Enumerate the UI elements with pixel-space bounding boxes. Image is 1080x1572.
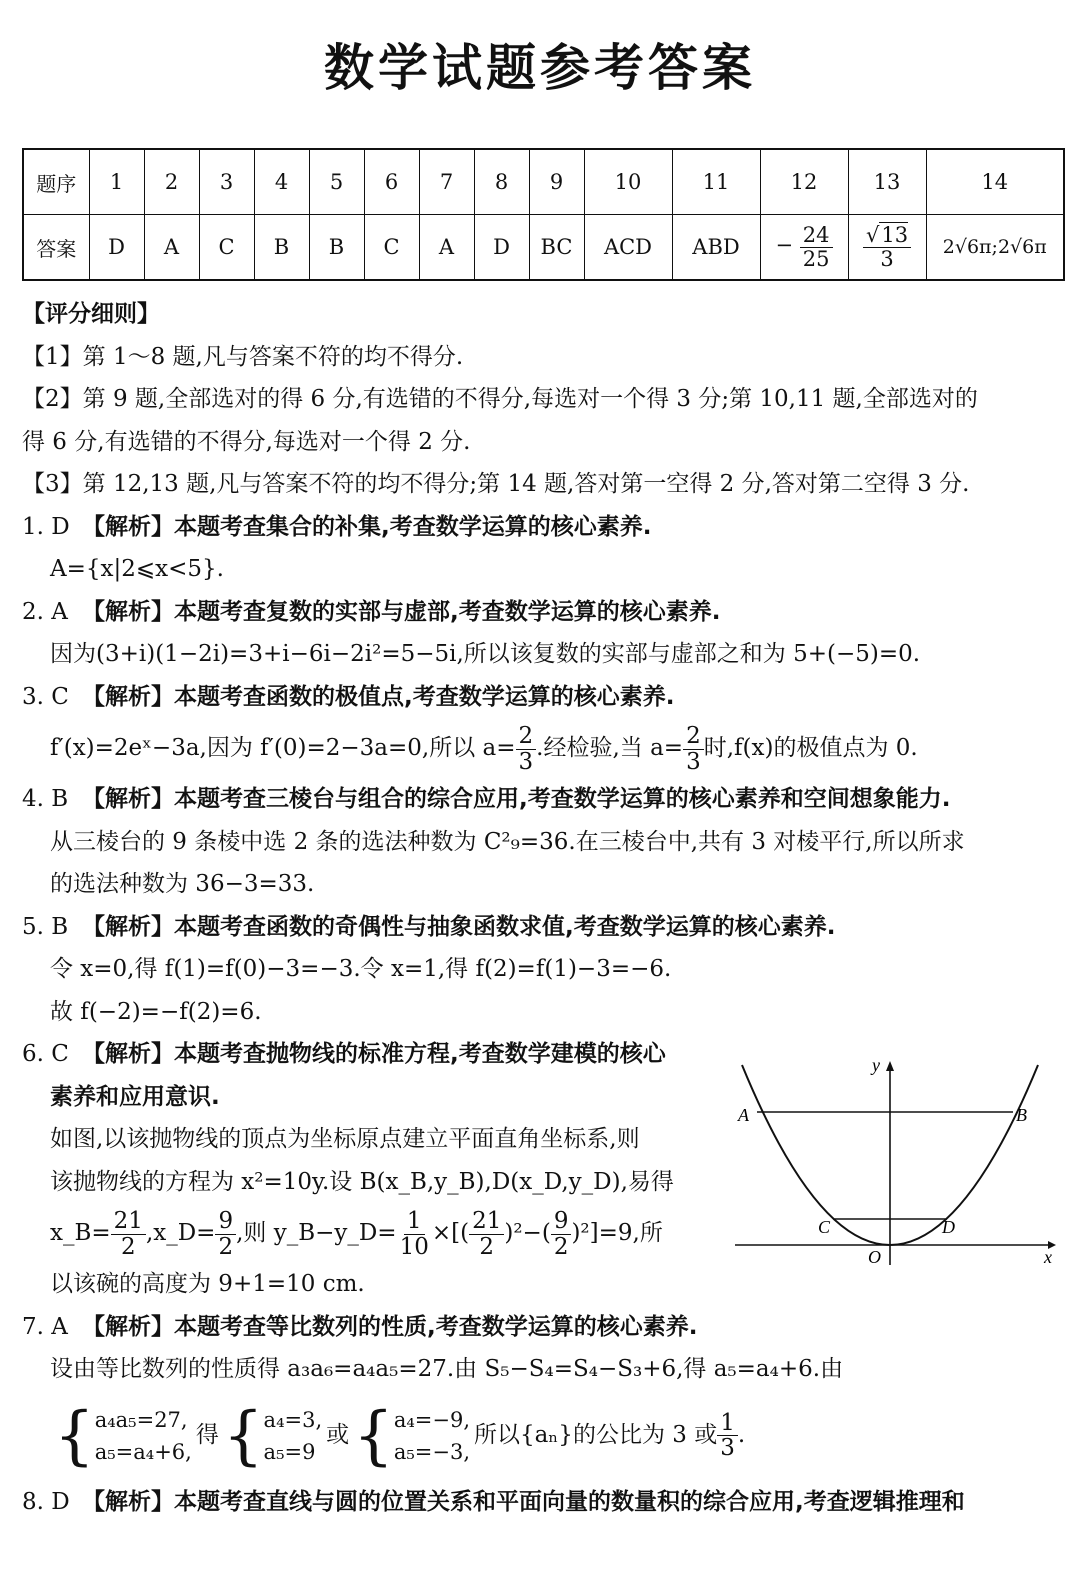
fraction [800, 224, 833, 269]
brace-icon: { [222, 1398, 264, 1473]
q7-equation-system: { a₄a₅=27, a₅=a₄+6, 得 { a₄=3, a₅=9 或 { a₄=−9, a₅=−3, 所以{aₙ}的公比为 3 或 $\frac{1}{3}$ . [54, 1398, 746, 1473]
question-label: 6. C [22, 1041, 69, 1067]
answer-cell-12 [760, 215, 848, 281]
fraction: $\frac{1}{10}$ [399, 1208, 429, 1260]
question-number: 4 [254, 149, 309, 215]
analysis-heading: 【解析】本题考查直线与圆的位置关系和平面向量的数量积的综合应用,考查逻辑推理和 [82, 1488, 965, 1515]
scoring-rule: 【1】第 1～8 题,凡与答案不符的均不得分. [22, 343, 464, 370]
q2-heading [22, 591, 1062, 634]
answer-cell: C [364, 215, 419, 281]
fraction: $\frac{2}{3}$ [683, 724, 704, 773]
answer-cell: C [199, 215, 254, 281]
fraction: $\frac{1}{3}$ [717, 1411, 738, 1460]
q4-line: 从三棱台的 9 条棱中选 2 条的选法种数为 C²₉=36.在三棱台中,共有 3 对棱平行,所以所求 [50, 828, 965, 855]
scoring-rule: 得 6 分,有选错的不得分,每选对一个得 2 分. [22, 428, 471, 455]
answer-cell: 2√6π;2√6π [926, 215, 1064, 281]
question-number: 7 [419, 149, 474, 215]
scoring-rule: 【3】第 12,13 题,凡与答案不符的均不得分;第 14 题,答对第一空得 2 分,答对第二空得 3 分. [22, 471, 970, 497]
q6-heading [22, 1033, 722, 1076]
question-label: 7. A [22, 1313, 68, 1340]
label-a: A [738, 1105, 749, 1125]
radicand: 13 [881, 223, 909, 248]
answer-cell: A [144, 215, 199, 281]
page-title: 数学试题参考答案 [324, 39, 756, 97]
label-y: y [872, 1055, 880, 1075]
answer-cell: ABD [672, 215, 760, 281]
fraction-denominator: 25 [802, 246, 830, 271]
analysis-heading: 【解析】本题考查函数的极值点,考查数学运算的核心素养. [82, 683, 675, 710]
q6-line: 以该碗的高度为 9+1=10 cm. [50, 1271, 365, 1297]
question-label: 4. B [22, 786, 69, 812]
minus-sign: − [775, 233, 794, 258]
q8-heading [22, 1481, 1062, 1524]
label-o: O [868, 1247, 881, 1267]
question-number: 12 [760, 149, 848, 215]
fraction-denominator: 3 [880, 246, 894, 271]
question-label: 8. D [22, 1488, 70, 1515]
brace-icon: { [353, 1398, 394, 1473]
q5-heading [22, 906, 1062, 949]
label-b: B [1016, 1105, 1027, 1125]
q6-heading-cont: 素养和应用意识. [50, 1083, 220, 1110]
brace-icon: { [54, 1398, 95, 1473]
question-number: 1 [89, 149, 144, 215]
question-number: 3 [199, 149, 254, 215]
q2-line: 因为(3+i)(1−2i)=3+i−6i−2i²=5−5i,所以该复数的实部与虚部之和为 5+(−5)=0. [50, 641, 921, 667]
q5-line: 故 f(−2)=−f(2)=6. [50, 998, 262, 1025]
answer-cell: B [254, 215, 309, 281]
question-number: 10 [584, 149, 672, 215]
scoring-rule: 【2】第 9 题,全部选对的得 6 分,有选错的不得分,每选对一个得 3 分;第 10,11 题,全部选对的 [22, 386, 978, 412]
fraction: $\frac{9}{2}$ [215, 1209, 236, 1258]
analysis-heading: 【解析】本题考查复数的实部与虚部,考查数学运算的核心素养. [82, 598, 721, 625]
solution-body [22, 293, 1062, 1523]
answer-cell: B [309, 215, 364, 281]
question-label: 3. C [22, 683, 69, 710]
question-number: 9 [529, 149, 584, 215]
fraction: $\frac{21}{2}$ [111, 1209, 146, 1258]
q4-line: 的选法种数为 36−3=33. [50, 871, 315, 897]
row-header-question: 题序 [23, 149, 89, 215]
question-number: 8 [474, 149, 529, 215]
fraction: $\frac{√13}{3}$ [863, 224, 911, 269]
q5-line: 令 x=0,得 f(1)=f(0)−3=−3.令 x=1,得 f(2)=f(1)−3=−6. [50, 956, 672, 982]
fraction-numerator: 24 [800, 224, 833, 247]
fraction: $\frac{2}{3}$ [516, 724, 537, 773]
q4-heading [22, 778, 1062, 821]
label-x: x [1044, 1247, 1052, 1267]
question-number: 5 [309, 149, 364, 215]
q6-line: x_B= $\frac{21}{2}$ ,x_D= $\frac{9}{2}$ ,则 y_B−y_D= $\frac{1}{10}$ ×[( $\frac{21}{2}$ )²−( $\frac{9}{2}$ )²]=9,所 [50, 1208, 663, 1260]
scoring-heading: 【评分细则】 [22, 301, 160, 327]
question-label: 1. D [22, 513, 70, 540]
question-number: 13 [848, 149, 926, 215]
question-number: 2 [144, 149, 199, 215]
row-header-answer: 答案 [23, 215, 89, 281]
analysis-heading: 【解析】本题考查等比数列的性质,考查数学运算的核心素养. [82, 1313, 698, 1340]
answer-cell: A [419, 215, 474, 281]
analysis-heading: 【解析】本题考查三棱台与组合的综合应用,考查数学运算的核心素养和空间想象能力. [82, 786, 951, 812]
question-label: 5. B [22, 913, 69, 940]
question-label: 2. A [22, 598, 68, 625]
analysis-heading: 【解析】本题考查函数的奇偶性与抽象函数求值,考查数学运算的核心素养. [82, 913, 836, 940]
fraction: $\frac{21}{2}$ [469, 1209, 504, 1258]
question-number: 11 [672, 149, 760, 215]
q7-heading [22, 1306, 1062, 1349]
q6-line: 如图,以该抛物线的顶点为坐标原点建立平面直角坐标系,则 [50, 1126, 640, 1152]
question-number: 6 [364, 149, 419, 215]
q6-block [22, 1033, 722, 1306]
label-d: D [942, 1217, 955, 1237]
question-number: 14 [926, 149, 1064, 215]
answer-cell: D [89, 215, 144, 281]
answer-cell: ACD [584, 215, 672, 281]
q1-line: A={x|2⩽x<5}. [50, 556, 224, 582]
label-c: C [818, 1217, 831, 1237]
answer-table [22, 148, 1065, 281]
y-axis-arrow [886, 1061, 894, 1071]
q1-heading [22, 506, 1062, 549]
q7-line: 设由等比数列的性质得 a₃a₆=a₄a₅=27.由 S₅−S₄=S₄−S₃+6,得 a₅=a₄+6.由 [50, 1356, 844, 1382]
fraction: $\frac{9}{2}$ [551, 1209, 572, 1258]
q3-line: f′(x)=2eˣ−3a,因为 f′(0)=2−3a=0,所以 a= $\frac{2}{3}$ .经检验,当 a= $\frac{2}{3}$ 时,f(x)的极值点为 0. [50, 723, 918, 775]
answer-cell-13 [848, 215, 926, 281]
analysis-heading: 【解析】本题考查抛物线的标准方程,考查数学建模的核心 [82, 1041, 666, 1067]
answer-cell: D [474, 215, 529, 281]
analysis-heading: 【解析】本题考查集合的补集,考查数学运算的核心素养. [82, 513, 652, 540]
answer-row [23, 215, 1064, 281]
answer-cell: BC [529, 215, 584, 281]
q6-line: 该抛物线的方程为 x²=10y.设 B(x_B,y_B),D(x_D,y_D),易得 [50, 1168, 674, 1195]
question-number-row [23, 149, 1064, 215]
q3-heading [22, 676, 1062, 719]
parabola-figure [730, 1055, 1060, 1270]
